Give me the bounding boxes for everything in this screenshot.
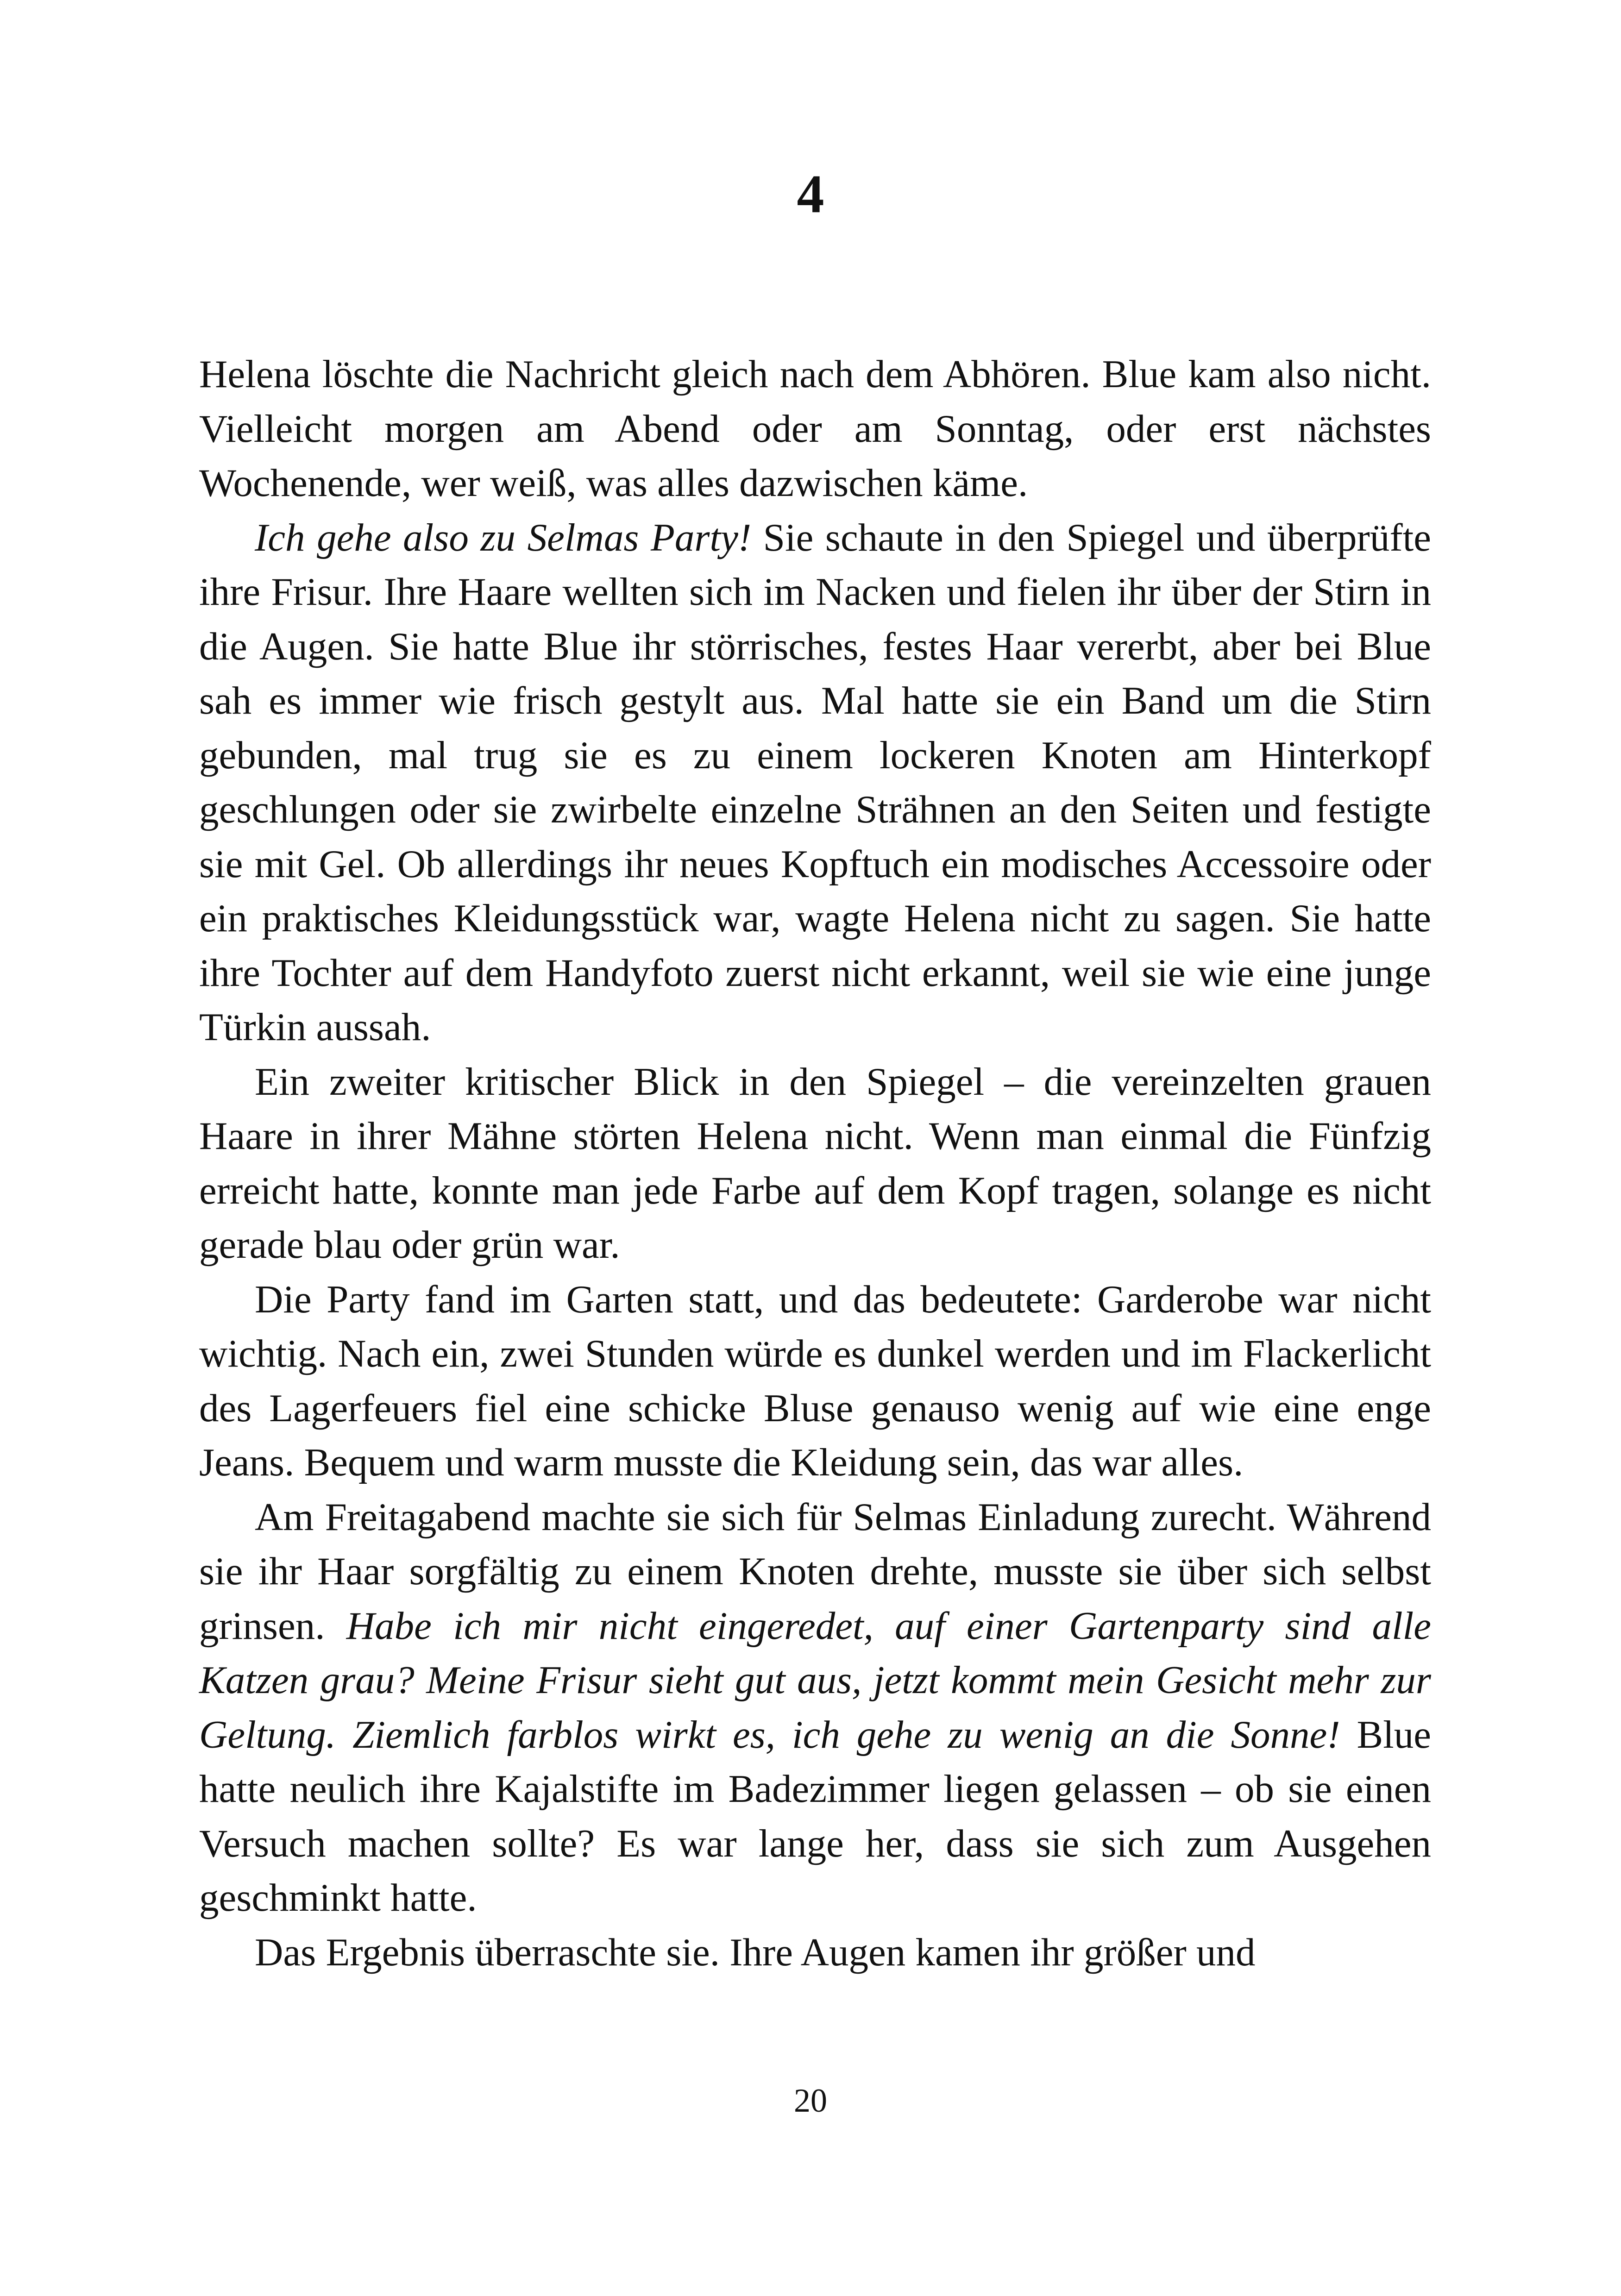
text-run: Blue hatte neulich ihre Kajalstifte im Badezimmer liegen gelassen – ob sie einen Versuch machen sollte? Es war lange her, dass sie sich zum Ausgehen geschminkt hatte. — [199, 1713, 1431, 1920]
paragraph-3 — [199, 1055, 1431, 1273]
paragraph-4 — [199, 1273, 1431, 1490]
italic-text-run: Ich gehe also zu Selmas Party! — [255, 515, 752, 559]
chapter-number: 4 — [797, 163, 824, 224]
paragraph-2 — [199, 511, 1431, 1055]
paragraph-6 — [199, 1926, 1431, 1980]
chapter-body-text — [199, 347, 1431, 1980]
text-run: Die Party fand im Garten statt, und das bedeutete: Garderobe war nicht wichtig. Nach ein, zwei Stunden würde es dunkel werden und im Flackerlicht des Lagerfeuers fiel eine schicke Bluse genauso wenig auf wie eine enge Jeans. Bequem und warm musste die Kleidung sein, das war alles. — [199, 1277, 1431, 1484]
page-number: 20 — [794, 2082, 827, 2119]
text-run: Das Ergebnis überraschte sie. Ihre Augen kamen ihr größer und — [255, 1930, 1256, 1974]
text-run: Am Freitagabend machte sie sich für Selmas Einladung zurecht. Während sie ihr Haar sorgfältig zu einem Knoten drehte, musste sie über sich selbst grinsen. — [199, 1495, 1431, 1648]
paragraph-1 — [199, 347, 1431, 511]
text-run: Ein zweiter kritischer Blick in den Spiegel – die vereinzelten grauen Haare in ihrer Mähne störten Helena nicht. Wenn man einmal die Fünfzig erreicht hatte, konnte man jede Farbe auf dem Kopf tragen, solange es nicht gerade blau oder grün war. — [199, 1060, 1431, 1267]
italic-text-run: Habe ich mir nicht eingeredet, auf einer Gartenparty sind alle Katzen grau? Meine Frisur sieht gut aus, jetzt kommt mein Gesicht mehr zur Geltung. Ziemlich farblos wirkt es, ich gehe zu wenig an die Sonne! — [199, 1604, 1432, 1757]
paragraph-5 — [199, 1490, 1431, 1926]
text-run: Helena löschte die Nachricht gleich nach dem Abhören. Blue kam also nicht. Vielleicht morgen am Abend oder am Sonntag, oder erst nächstes Wochenende, wer weiß, was alles dazwischen käme. — [199, 352, 1431, 505]
text-run: Sie schaute in den Spiegel und überprüfte ihre Frisur. Ihre Haare wellten sich im Nacken und fielen ihr über der Stirn in die Augen. Sie hatte Blue ihr störrisches, festes Haar vererbt, aber bei Blue sah es immer wie frisch gestylt aus. Mal hatte sie ein Band um die Stirn gebunden, mal trug sie es zu einem lockeren Knoten am Hinterkopf geschlungen oder sie zwirbelte einzelne Strähnen an den Seiten und festigte sie mit Gel. Ob allerdings ihr neues Kopftuch ein modisches Accessoire oder ein praktisches Kleidungsstück war, wagte Helena nicht zu sagen. Sie hatte ihre Tochter auf dem Handyfoto zuerst nicht erkannt, weil sie wie eine junge Türkin aussah. — [199, 515, 1432, 1049]
